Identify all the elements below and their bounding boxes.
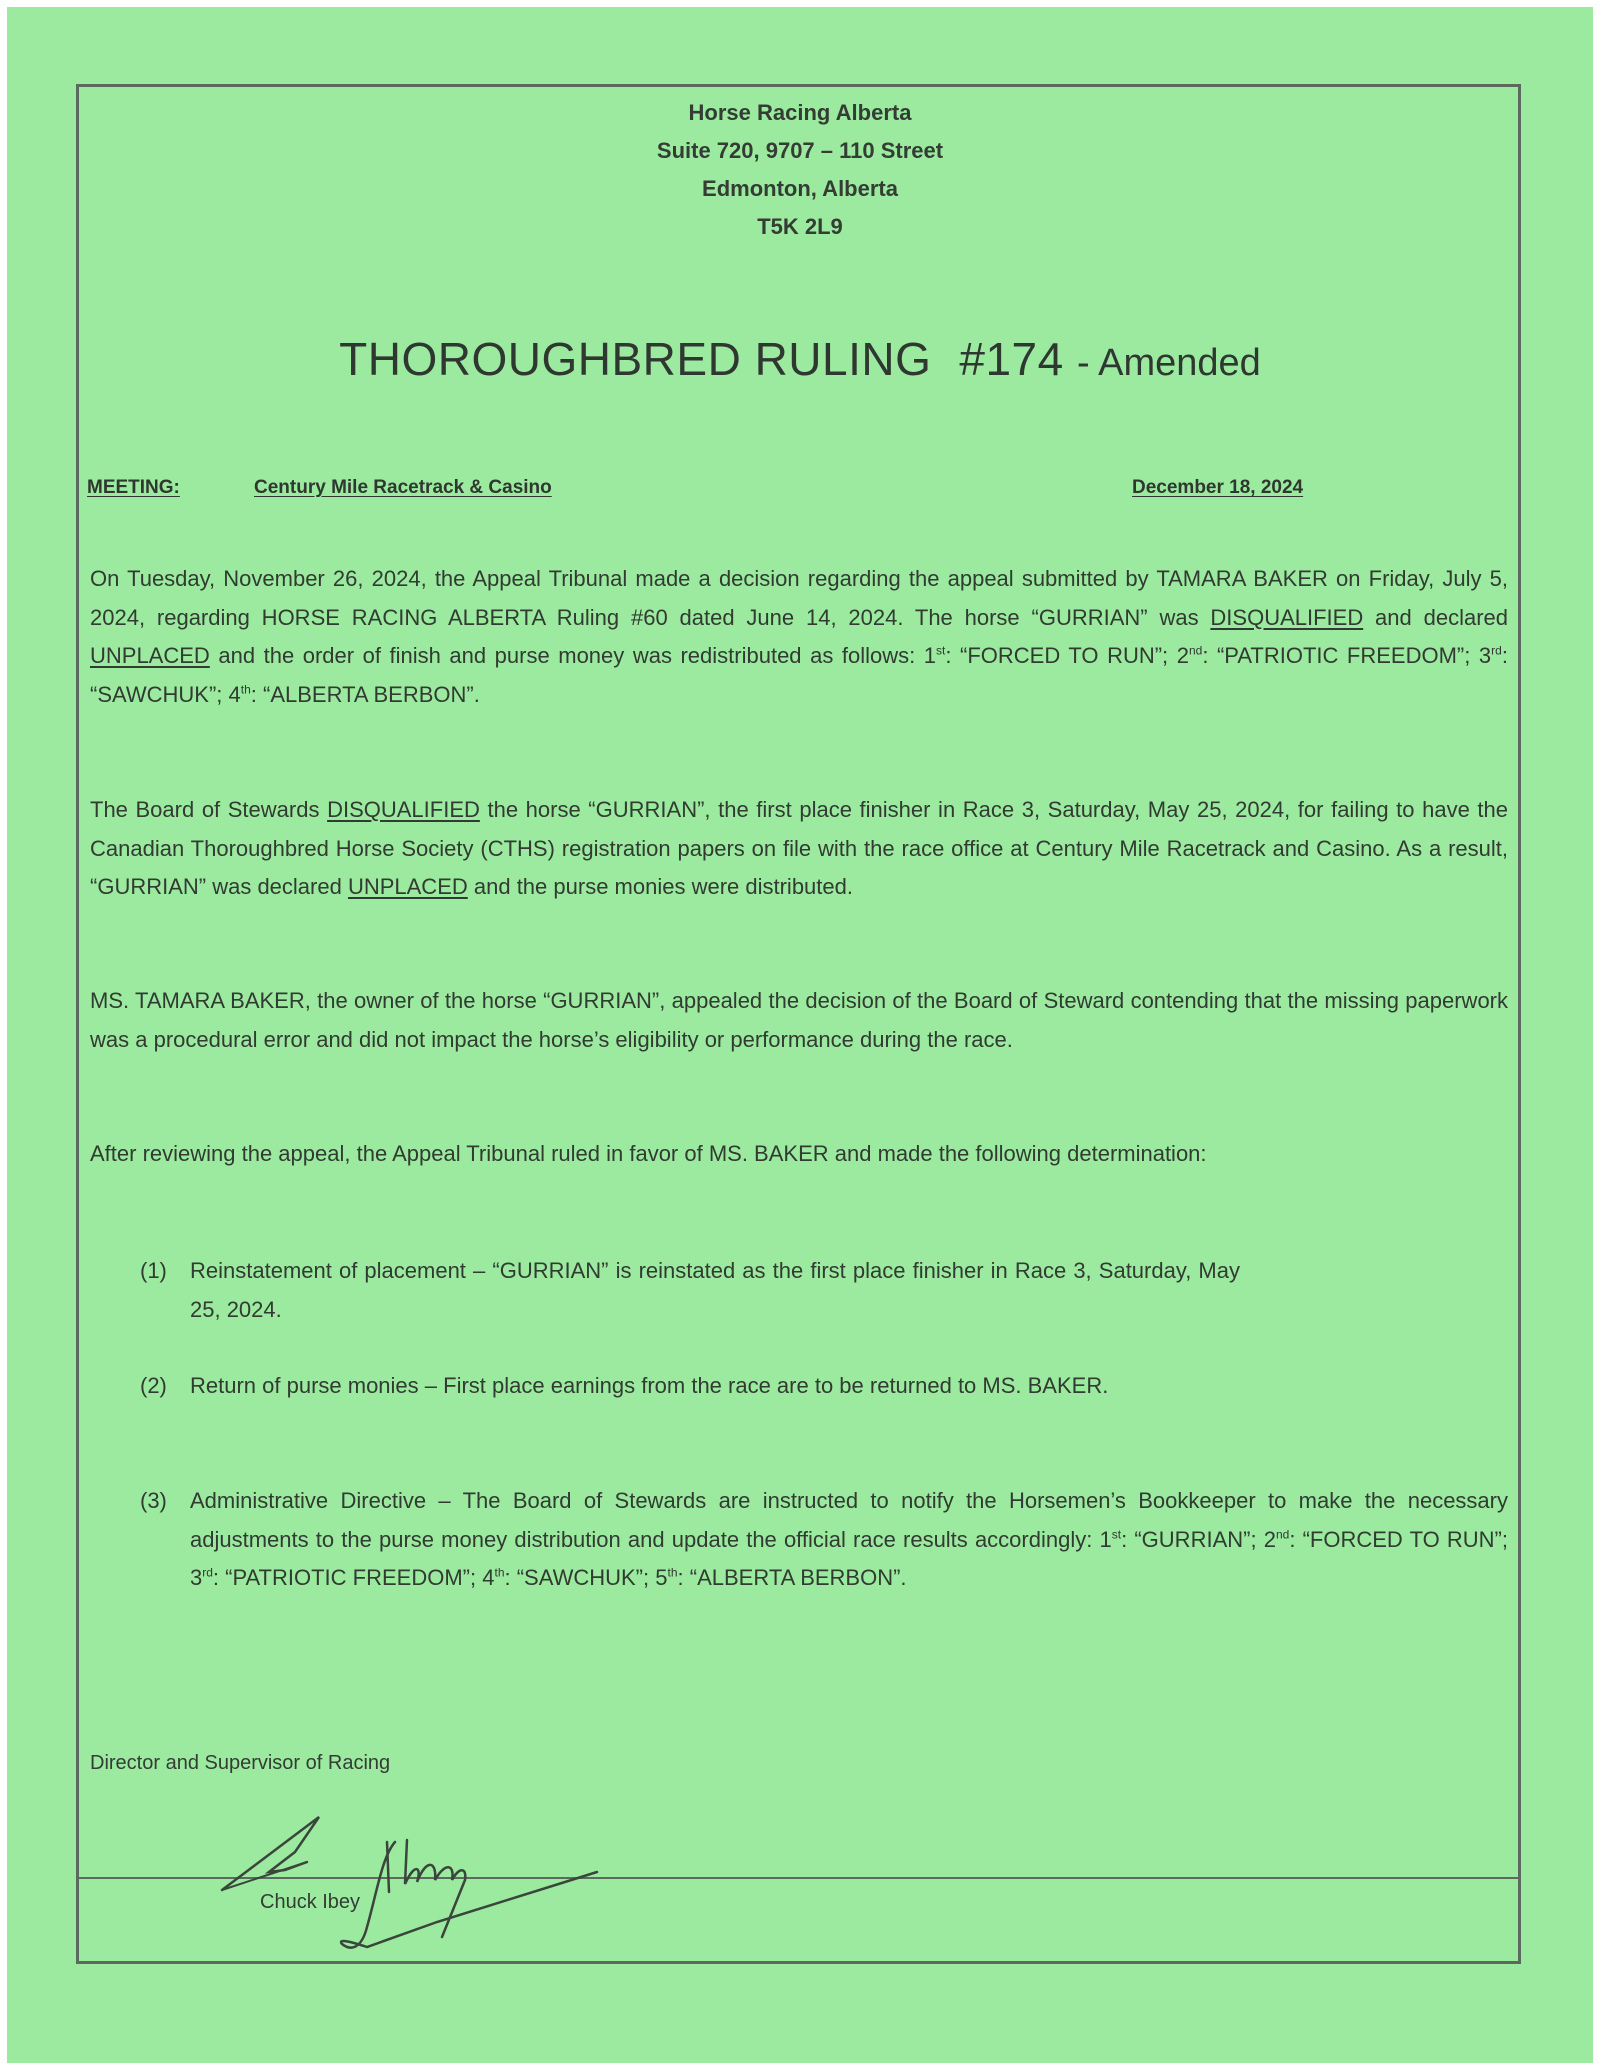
- meeting-label: MEETING:: [87, 477, 180, 498]
- placing-ordinal: 1: [1099, 1526, 1112, 1552]
- placing-horse: : “PATRIOTIC FREEDOM”;: [1202, 643, 1471, 668]
- placing-ordinal: 2: [1263, 1526, 1276, 1552]
- determination-text: Return of purse monies – First place earnings from the race are to be returned to MS. BAKER.: [190, 1373, 1109, 1398]
- placing-ordinal-suffix: th: [240, 682, 251, 697]
- placing-ordinal: 2: [1176, 643, 1189, 668]
- paragraph-stewards-decision: [90, 791, 1508, 907]
- placing-entry: [655, 1565, 906, 1590]
- placing-ordinal: 5: [655, 1565, 668, 1590]
- ruling-title: [7, 332, 1593, 386]
- placing-entry: [190, 1565, 476, 1590]
- meeting-venue: Century Mile Racetrack & Casino: [254, 477, 552, 498]
- determination-text: Reinstatement of placement – “GURRIAN” is reinstated as the first place finisher in Race 3, Saturday, May 25, 2024.: [190, 1258, 1240, 1322]
- placing-entry: [1177, 643, 1471, 668]
- paragraph-appeal-decision: [90, 560, 1508, 714]
- placing-entry: [1100, 1527, 1257, 1552]
- placing-horse: : “FORCED TO RUN”;: [1289, 1526, 1508, 1552]
- placing-ordinal-suffix: st: [1111, 1527, 1122, 1542]
- address-line-2: Edmonton, Alberta: [702, 176, 898, 201]
- placing-ordinal: 4: [228, 681, 241, 707]
- placing-ordinal-suffix: nd: [1275, 1527, 1290, 1542]
- paragraph-text: and the purse monies were distributed.: [467, 874, 853, 899]
- determination-number: (3): [140, 1488, 167, 1513]
- ruling-title-main: THOROUGHBRED RULING: [339, 333, 932, 385]
- placing-horse: : “ALBERTA BERBON”.: [250, 681, 480, 707]
- document-page: [7, 7, 1593, 2063]
- determination-body: Administrative Directive – The Board of Stewards are instructed to notify the Horsemen’s Bookkeeper to make the necessary adjustments to the purse money distribution and update the official race results accordingly:: [190, 1488, 1508, 1552]
- determination-text: [190, 1482, 1508, 1598]
- paragraph-text: The Board of Stewards: [90, 797, 328, 822]
- placing-horse: : “ALBERTA BERBON”.: [677, 1565, 907, 1590]
- determination-number: (2): [140, 1373, 167, 1398]
- paragraph-text: On Tuesday, November 26, 2024, the Appeal Tribunal made a decision regarding the appeal submitted by TAMARA BAKER on Friday, July 5, 2024, regarding HORSE RACING ALBERTA Ruling #60 dated June 14, 2024. The horse “GURRIAN” was: [90, 566, 1508, 630]
- placing-ordinal: 3: [1478, 643, 1492, 668]
- ruling-date: December 18, 2024: [1132, 477, 1304, 498]
- placing-entry: [482, 1565, 649, 1590]
- disqualified-emphasis: DISQUALIFIED: [327, 797, 480, 822]
- postal-code: T5K 2L9: [757, 214, 843, 239]
- determination-item: [140, 1252, 1240, 1329]
- placing-ordinal: 3: [190, 1565, 203, 1590]
- paragraph-text: and the order of finish and purse money was redistributed as follows:: [209, 643, 924, 668]
- signer-name: Chuck Ibey: [260, 1891, 361, 1913]
- ruling-number: #174: [959, 333, 1064, 385]
- placing-ordinal-suffix: rd: [1491, 643, 1502, 658]
- placing-horse: : “SAWCHUK”;: [504, 1565, 650, 1590]
- signatory-title: Director and Supervisor of Racing: [90, 1752, 391, 1774]
- organization-name: Horse Racing Alberta: [688, 100, 912, 125]
- placing-ordinal-suffix: th: [494, 1565, 505, 1580]
- placing-ordinal-suffix: th: [667, 1565, 678, 1580]
- placing-ordinal-suffix: st: [936, 643, 946, 658]
- paragraph-owner-appeal: MS. TAMARA BAKER, the owner of the horse “GURRIAN”, appealed the decision of the Board of Steward contending that the missing paperwork was a procedural error and did not impact the horse’s eligibility or performance during the race.: [90, 988, 1508, 1052]
- unplaced-emphasis: UNPLACED: [90, 643, 210, 668]
- placing-ordinal-suffix: rd: [202, 1565, 213, 1580]
- paragraph-text: and declared: [1363, 604, 1508, 630]
- placing-ordinal: 1: [923, 643, 937, 668]
- ruling-amended-label: - Amended: [1077, 342, 1261, 384]
- paragraph-text: the horse “GURRIAN”, the first place finisher in Race 3, Saturday, May 25, 2024, for failing to have the Canadian Thoroughbred Horse Society (CTHS) registration papers on file with the race office at Century Mile Racetrack and Casino. As a result, “GURRIAN” was declared: [90, 797, 1508, 899]
- disqualified-emphasis: DISQUALIFIED: [1210, 604, 1364, 630]
- address-line-1: Suite 720, 9707 – 110 Street: [656, 138, 944, 163]
- letterhead: [7, 94, 1593, 246]
- determination-item: [140, 1367, 1240, 1406]
- placing-ordinal-suffix: nd: [1188, 643, 1203, 658]
- paragraph-tribunal-ruling: After reviewing the appeal, the Appeal Tribunal ruled in favor of MS. BAKER and made the following determination:: [90, 1141, 1207, 1166]
- unplaced-emphasis: UNPLACED: [347, 874, 468, 899]
- placing-ordinal: 4: [482, 1565, 495, 1590]
- signature-scribble-icon: [177, 1812, 657, 1962]
- placing-horse: : “GURRIAN”;: [1121, 1526, 1257, 1552]
- placing-entry: [229, 682, 480, 707]
- placing-horse: : “FORCED TO RUN”;: [945, 643, 1169, 668]
- determination-number: (1): [140, 1258, 167, 1283]
- placing-horse: : “SAWCHUK”;: [90, 643, 1508, 707]
- determination-item: [140, 1482, 1508, 1598]
- placing-entry: [924, 643, 1168, 668]
- placing-entry: [1264, 1527, 1508, 1552]
- placing-horse: : “PATRIOTIC FREEDOM”;: [212, 1565, 477, 1590]
